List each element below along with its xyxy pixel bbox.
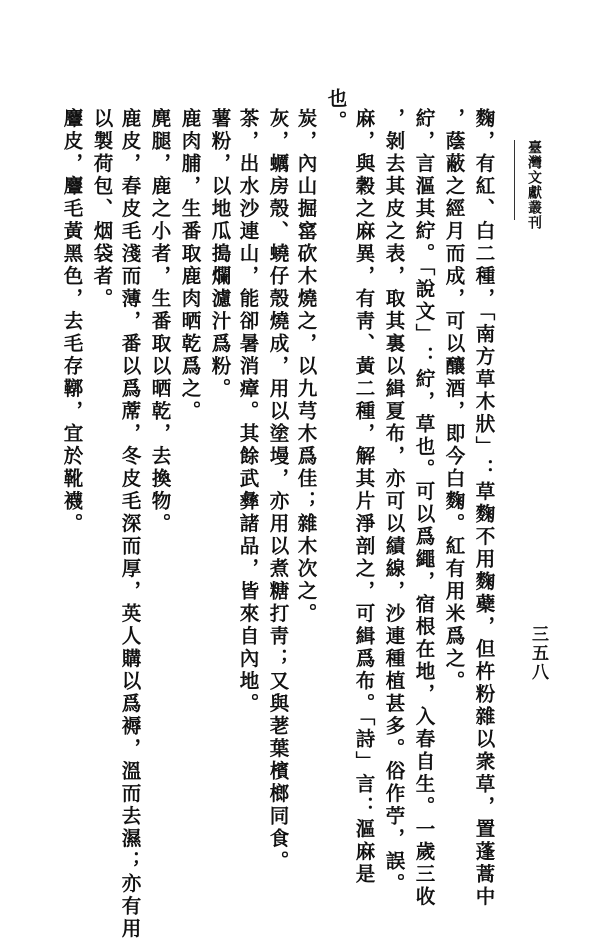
- text-column-13: 鹿皮，春皮毛淺而薄，番以爲蓆，冬皮毛深而厚，英人購以爲褥，溫而去濕；亦有用: [118, 108, 142, 941]
- series-title: 臺灣文獻叢刊: [526, 140, 542, 230]
- text-column-2: ，蔭蔽之經月而成，可以釀酒，即今白麴。紅有用米爲之。: [442, 108, 466, 693]
- header-divider: [514, 140, 515, 220]
- text-column-8: 灰，蠣房殼、蟯仔殼燒成，用以塗墁，亦用以煮糖打靑；又與荖葉檳榔同食。: [266, 108, 290, 873]
- text-column-1: 麴，有紅、白二種，「南方草木狀」：草麴不用麴蘗，但杵粉雜以衆草，置蓬蒿中: [472, 108, 496, 909]
- text-column-11: 鹿肉脯，生番取鹿肉晒乾爲之。: [178, 108, 202, 423]
- text-column-5: 麻，與穀之麻異，有靑、黃二種，解其片淨剖之，可緝爲布。「詩」言：漚麻是: [352, 108, 376, 886]
- text-column-7: 炭，內山掘窰砍木燒之，以九芎木爲佳；雜木次之。: [294, 108, 318, 626]
- text-column-6: 也。: [324, 88, 348, 133]
- text-column-14: 以製荷包、烟袋者。: [90, 108, 114, 311]
- text-column-9: 茶，出水沙連山，能卻暑消瘴。其餘武彝諸品，皆來自內地。: [236, 108, 260, 716]
- text-column-15: 麞皮，麞毛黃黑色，去毛存鞹，宜於靴襪。: [60, 108, 84, 536]
- text-column-12: 麂腿，鹿之小者，生番取以晒乾，去換物。: [148, 108, 172, 536]
- text-column-10: 薯粉，以地瓜搗爛濾汁爲粉。: [208, 108, 232, 401]
- text-column-3: 紵，言漚其紵。「說文」：紵，草也。可以爲繩，宿根在地，入春自生。一歲三收: [412, 108, 436, 909]
- page-number: 三五八: [528, 625, 548, 682]
- text-column-4: ，剝去其皮之表，取其裏以緝夏布，亦可以績線，沙連種植甚多。俗作苧，誤。: [382, 108, 406, 896]
